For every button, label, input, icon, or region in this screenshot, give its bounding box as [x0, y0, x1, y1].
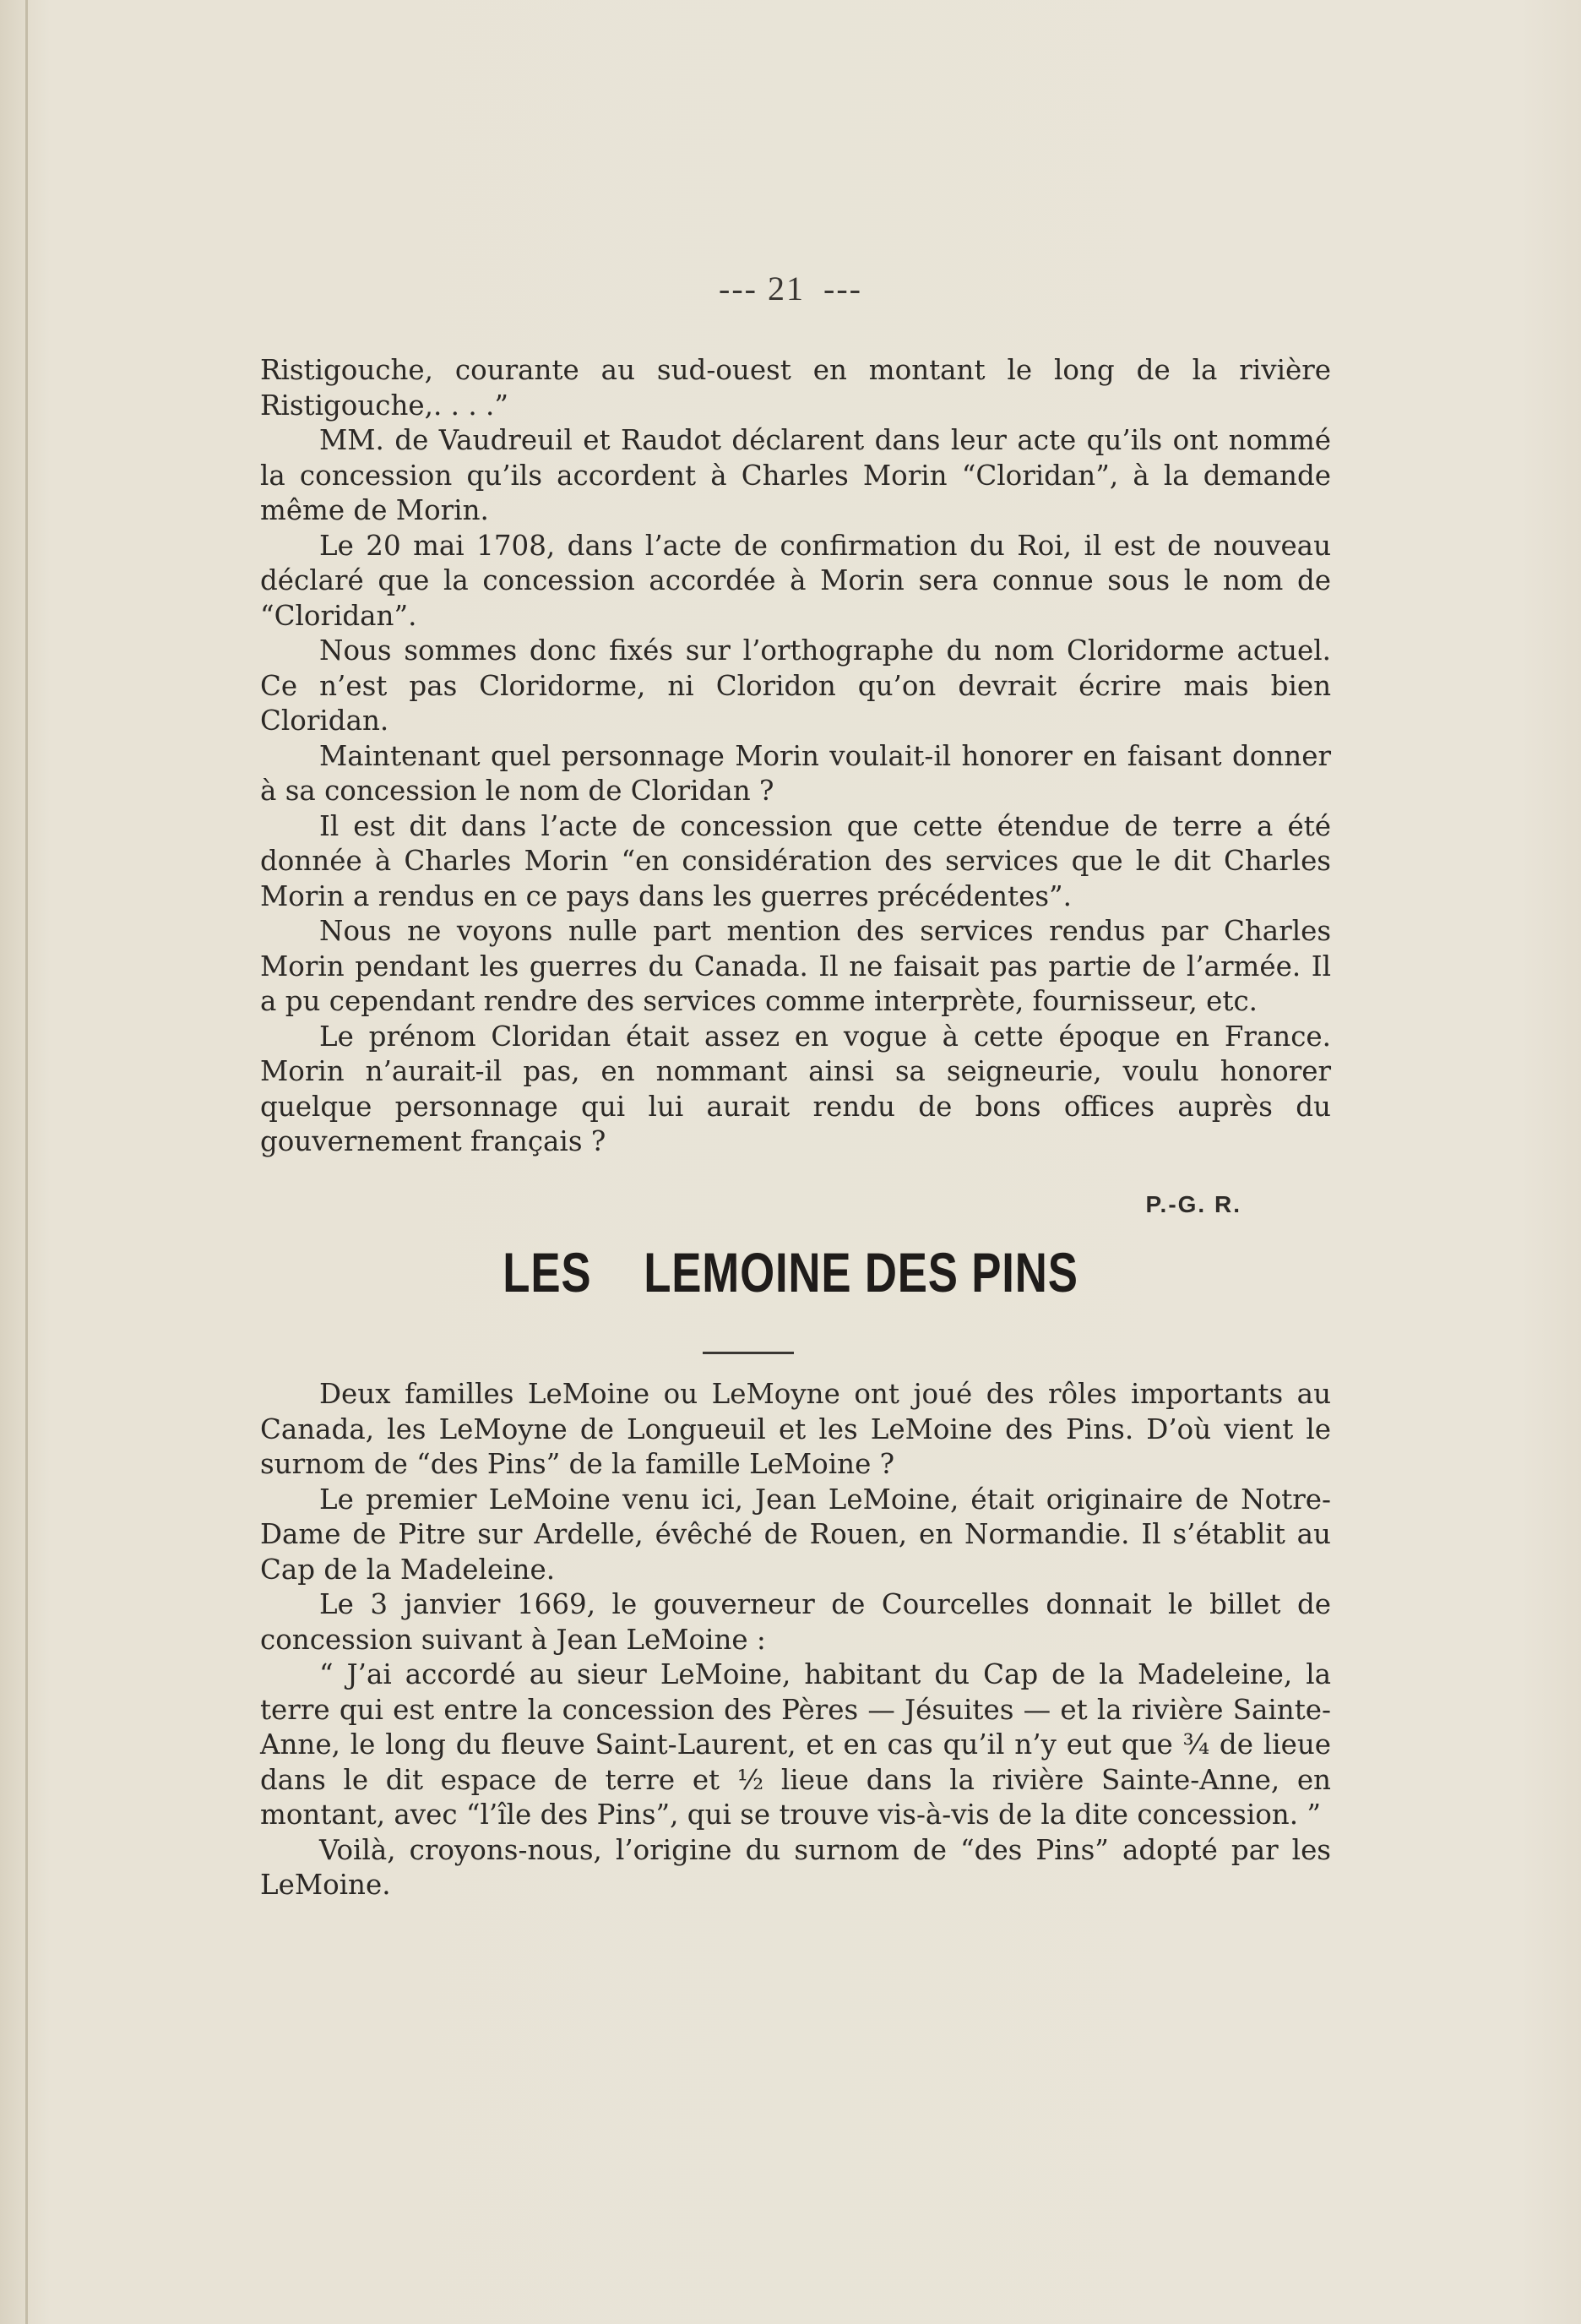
- paragraph: Le prénom Cloridan était assez en vogue à cette époque en France. Morin n’aurait-il pas, en nommant ainsi sa seigneurie, voulu honorer quelque personnage qui lui aurait rendu de bons offices auprès du gouvernement français ?: [260, 1020, 1331, 1157]
- paragraph: Nous sommes donc fixés sur l’orthographe du nom Cloridorme actuel. Ce n’est pas Cloridorme, ni Cloridon qu’on devrait écrire mais bien Cloridan.: [260, 634, 1331, 737]
- binding-edge: [25, 0, 28, 2324]
- page-number: --- 21 ---: [719, 269, 862, 308]
- paragraph: Nous ne voyons nulle part mention des services rendus par Charles Morin pendant les guerres du Canada. Il ne faisait pas partie de l’armée. Il a pu cependant rendre des services comme interprète, fournisseur, etc.: [260, 915, 1331, 1017]
- title-divider: [703, 1352, 794, 1354]
- paragraph: MM. de Vaudreuil et Raudot déclarent dans leur acte qu’ils ont nommé la concession qu’ils accordent à Charles Morin “Cloridan”, à la demande même de Morin.: [260, 424, 1331, 526]
- author-signature: P.-G. R.: [1145, 1191, 1241, 1217]
- article-title: LES LEMOINE DES PINS: [503, 1241, 1078, 1304]
- paragraph: Le 20 mai 1708, dans l’acte de confirmation du Roi, il est de nouveau déclaré que la concession accordée à Morin sera connue sous le nom de “Cloridan”.: [260, 529, 1331, 632]
- paragraph: Deux familles LeMoine ou LeMoyne ont joué des rôles importants au Canada, les LeMoyne de Longueuil et les LeMoine des Pins. D’où vient le surnom de “des Pins” de la famille LeMoine ?: [260, 1378, 1331, 1480]
- previous-article-text: [260, 353, 1331, 1160]
- paragraph: Maintenant quel personnage Morin voulait-il honorer en faisant donner à sa concession le nom de Cloridan ?: [260, 739, 1331, 807]
- paragraph: “ J’ai accordé au sieur LeMoine, habitant du Cap de la Madeleine, la terre qui est entre la concession des Pères — Jésuites — et la rivière Sainte-Anne, le long du fleuve Saint-Laurent, et en cas qu’il n’y eut que ¾ de lieue dans le dit espace de terre et ½ lieue dans la rivière Sainte-Anne, en montant, avec “l’île des Pins”, qui se trouve vis-à-vis de la dite concession. ”: [260, 1658, 1331, 1831]
- paragraph: Il est dit dans l’acte de concession que cette étendue de terre a été donnée à Charles Morin “en considération des services que le dit Charles Morin a rendus en ce pays dans les guerres précédentes”.: [260, 809, 1331, 912]
- paragraph: Le 3 janvier 1669, le gouverneur de Courcelles donnait le billet de concession suivant à Jean LeMoine :: [260, 1588, 1331, 1656]
- paragraph: Le premier LeMoine venu ici, Jean LeMoine, était originaire de Notre-Dame de Pitre sur Ardelle, évêché de Rouen, en Normandie. Il s’établit au Cap de la Madeleine.: [260, 1483, 1331, 1586]
- paragraph: Voilà, croyons-nous, l’origine du surnom de “des Pins” adopté par les LeMoine.: [260, 1833, 1331, 1901]
- paragraph: Ristigouche, courante au sud-ouest en montant le long de la rivière Ristigouche,. . . .”: [260, 354, 1331, 422]
- article-body: [260, 1377, 1331, 1903]
